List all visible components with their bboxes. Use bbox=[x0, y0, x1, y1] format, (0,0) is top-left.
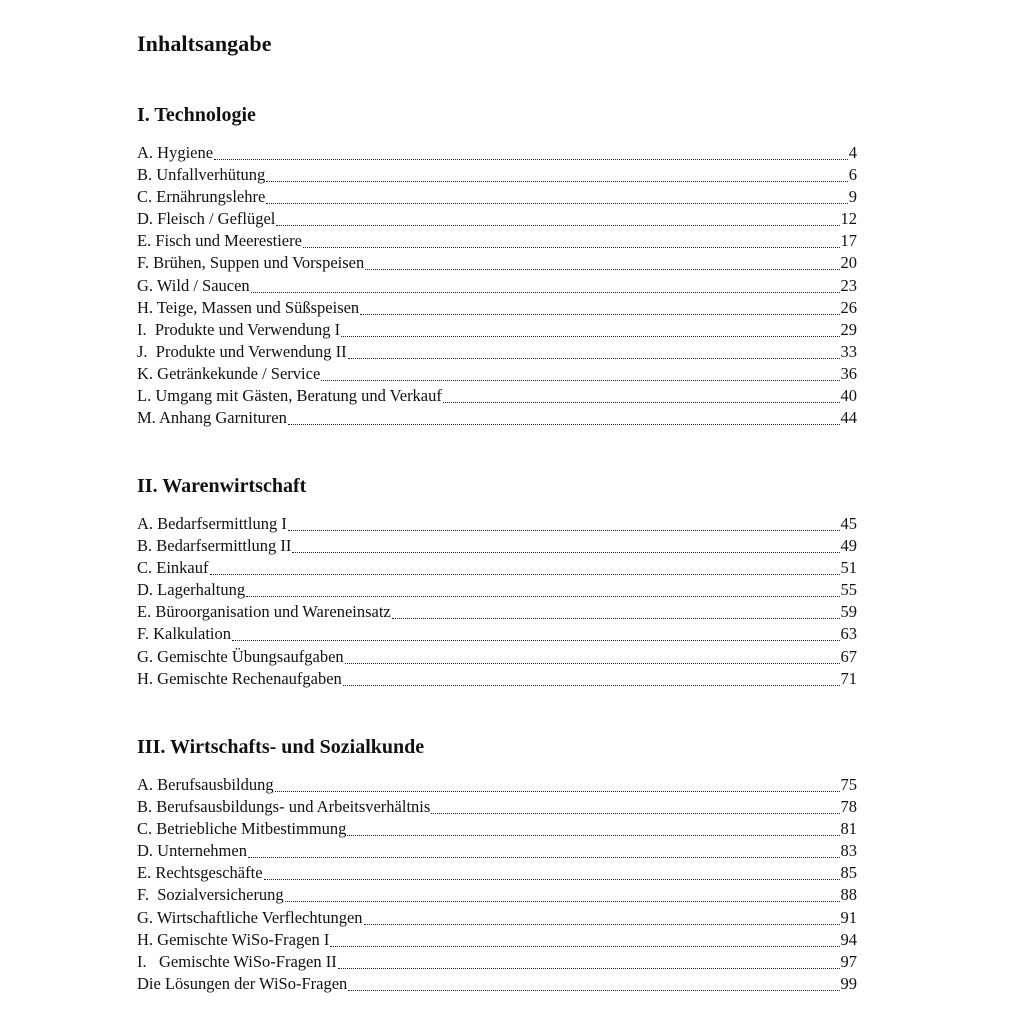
toc-entry-label: G. Wirtschaftliche Verflechtungen bbox=[137, 907, 363, 927]
toc-entry-page-number: 99 bbox=[840, 973, 857, 993]
toc-entry-label: G. Gemischte Übungsaufgaben bbox=[137, 646, 344, 666]
toc-dot-leader bbox=[392, 618, 840, 619]
toc-entry-label: C. Ernährungslehre bbox=[137, 187, 266, 207]
toc-dot-leader bbox=[288, 530, 840, 531]
toc-entry bbox=[137, 208, 857, 230]
toc-entry bbox=[137, 363, 857, 385]
toc-dot-leader bbox=[232, 640, 839, 641]
toc-entry-label: B. Bedarfsermittlung II bbox=[137, 536, 292, 556]
toc-entry bbox=[137, 385, 857, 407]
toc-entry-label: C. Einkauf bbox=[137, 558, 209, 578]
toc-entry bbox=[137, 668, 857, 690]
toc-entry-page-number: 33 bbox=[840, 341, 857, 361]
toc-entry-page-number: 44 bbox=[840, 408, 857, 428]
toc-dot-leader bbox=[285, 901, 840, 902]
toc-entry-page-number: 91 bbox=[840, 907, 857, 927]
toc-dot-leader bbox=[275, 791, 840, 792]
toc-entry bbox=[137, 297, 857, 319]
toc-dot-leader bbox=[360, 314, 839, 315]
toc-dot-leader bbox=[288, 424, 840, 425]
toc-dot-leader bbox=[338, 968, 840, 969]
toc-entry bbox=[137, 230, 857, 252]
toc-dot-leader bbox=[266, 181, 847, 182]
toc-dot-leader bbox=[330, 946, 839, 947]
toc-entry-page-number: 4 bbox=[848, 143, 857, 162]
toc-entry bbox=[137, 973, 857, 995]
toc-dot-leader bbox=[431, 813, 839, 814]
toc-entry-label: C. Betriebliche Mitbestimmung bbox=[137, 819, 347, 839]
toc-entry bbox=[137, 840, 857, 862]
toc-dot-leader bbox=[210, 574, 840, 575]
toc-entry bbox=[137, 252, 857, 274]
toc-entry-label: H. Gemischte Rechenaufgaben bbox=[137, 668, 342, 688]
toc-entry-page-number: 85 bbox=[840, 863, 857, 883]
toc-entry-label: D. Unternehmen bbox=[137, 841, 247, 861]
toc-dot-leader bbox=[348, 990, 839, 991]
toc-list bbox=[137, 513, 857, 690]
section-heading: II. Warenwirtschaft bbox=[137, 475, 307, 497]
toc-dot-leader bbox=[303, 247, 840, 248]
toc-entry-label: F. Kalkulation bbox=[137, 624, 232, 644]
toc-section-warenwirtschaft bbox=[137, 474, 857, 690]
toc-entry-page-number: 51 bbox=[840, 558, 857, 578]
toc-dot-leader bbox=[266, 203, 847, 204]
toc-entry bbox=[137, 557, 857, 579]
toc-entry bbox=[137, 774, 857, 796]
toc-entry-label: A. Hygiene bbox=[137, 143, 214, 162]
toc-dot-leader bbox=[264, 879, 840, 880]
toc-entry-page-number: 29 bbox=[840, 319, 857, 339]
toc-entry bbox=[137, 796, 857, 818]
toc-entry-page-number: 97 bbox=[840, 951, 857, 971]
toc-list bbox=[137, 774, 857, 995]
toc-entry-label: H. Teige, Massen und Süßspeisen bbox=[137, 297, 360, 317]
toc-entry bbox=[137, 818, 857, 840]
toc-entry-label: K. Getränkekunde / Service bbox=[137, 363, 321, 383]
toc-entry bbox=[137, 862, 857, 884]
toc-entry-page-number: 88 bbox=[840, 885, 857, 905]
toc-entry-label: G. Wild / Saucen bbox=[137, 275, 250, 295]
toc-entry-label: E. Büroorganisation und Wareneinsatz bbox=[137, 602, 391, 622]
toc-dot-leader bbox=[347, 835, 839, 836]
toc-dot-leader bbox=[214, 159, 848, 160]
toc-dot-leader bbox=[348, 358, 840, 359]
toc-entry-page-number: 23 bbox=[840, 275, 857, 295]
section-heading: I. Technologie bbox=[137, 104, 256, 126]
toc-entry bbox=[137, 142, 857, 164]
toc-entry-label: F. Brühen, Suppen und Vorspeisen bbox=[137, 253, 365, 273]
toc-entry bbox=[137, 186, 857, 208]
document-page bbox=[137, 0, 857, 1024]
toc-entry bbox=[137, 341, 857, 363]
toc-entry-page-number: 45 bbox=[840, 514, 857, 533]
toc-entry bbox=[137, 907, 857, 929]
page-title: Inhaltsangabe bbox=[137, 31, 272, 56]
toc-entry bbox=[137, 319, 857, 341]
toc-entry bbox=[137, 535, 857, 557]
toc-entry-page-number: 20 bbox=[840, 253, 857, 273]
toc-entry bbox=[137, 929, 857, 951]
toc-entry-label: B. Unfallverhütung bbox=[137, 165, 266, 185]
toc-entry-page-number: 55 bbox=[840, 580, 857, 600]
toc-dot-leader bbox=[343, 685, 840, 686]
toc-entry-page-number: 67 bbox=[840, 646, 857, 666]
toc-entry bbox=[137, 601, 857, 623]
toc-entry-label: E. Rechtsgeschäfte bbox=[137, 863, 263, 883]
toc-dot-leader bbox=[292, 552, 839, 553]
toc-entry-label: L. Umgang mit Gästen, Beratung und Verkauf bbox=[137, 386, 442, 406]
section-heading: III. Wirtschafts- und Sozialkunde bbox=[137, 736, 425, 758]
toc-dot-leader bbox=[321, 380, 839, 381]
toc-entry bbox=[137, 579, 857, 601]
toc-entry-page-number: 63 bbox=[840, 624, 857, 644]
toc-entry-label: H. Gemischte WiSo-Fragen I bbox=[137, 929, 330, 949]
toc-dot-leader bbox=[251, 292, 840, 293]
toc-entry-page-number: 94 bbox=[840, 929, 857, 949]
toc-dot-leader bbox=[364, 924, 840, 925]
toc-entry-page-number: 71 bbox=[840, 668, 857, 688]
toc-list bbox=[137, 142, 857, 429]
toc-entry-label: E. Fisch und Meerestiere bbox=[137, 231, 302, 251]
toc-entry-page-number: 17 bbox=[840, 231, 857, 251]
toc-entry-page-number: 83 bbox=[840, 841, 857, 861]
toc-entry-page-number: 6 bbox=[848, 165, 857, 185]
toc-entry-page-number: 75 bbox=[840, 775, 857, 794]
toc-entry-page-number: 78 bbox=[840, 797, 857, 817]
toc-entry-label: D. Fleisch / Geflügel bbox=[137, 209, 276, 229]
toc-entry-label: I. Produkte und Verwendung I bbox=[137, 319, 341, 339]
toc-entry-label: D. Lagerhaltung bbox=[137, 580, 246, 600]
toc-entry bbox=[137, 623, 857, 645]
toc-entry-page-number: 26 bbox=[840, 297, 857, 317]
toc-dot-leader bbox=[246, 596, 839, 597]
toc-entry-label: J. Produkte und Verwendung II bbox=[137, 341, 347, 361]
toc-entry-label: A. Bedarfsermittlung I bbox=[137, 514, 287, 533]
toc-entry-page-number: 49 bbox=[840, 536, 857, 556]
toc-entry-page-number: 36 bbox=[840, 363, 857, 383]
toc-dot-leader bbox=[443, 402, 840, 403]
toc-entry bbox=[137, 275, 857, 297]
toc-entry-page-number: 12 bbox=[840, 209, 857, 229]
toc-entry-page-number: 40 bbox=[840, 386, 857, 406]
toc-entry-label: I. Gemischte WiSo-Fragen II bbox=[137, 951, 337, 971]
toc-entry bbox=[137, 646, 857, 668]
toc-entry bbox=[137, 513, 857, 535]
toc-dot-leader bbox=[276, 225, 839, 226]
toc-entry bbox=[137, 164, 857, 186]
toc-entry bbox=[137, 951, 857, 973]
toc-entry-page-number: 59 bbox=[840, 602, 857, 622]
toc-entry-label: A. Berufsausbildung bbox=[137, 775, 274, 794]
toc-dot-leader bbox=[248, 857, 840, 858]
toc-entry-label: M. Anhang Garnituren bbox=[137, 408, 287, 428]
toc-entry-page-number: 9 bbox=[848, 187, 857, 207]
toc-entry bbox=[137, 884, 857, 906]
toc-entry-page-number: 81 bbox=[840, 819, 857, 839]
toc-dot-leader bbox=[341, 336, 839, 337]
toc-entry bbox=[137, 407, 857, 429]
toc-section-technologie bbox=[137, 103, 857, 429]
toc-section-wirtschafts-sozialkunde bbox=[137, 735, 857, 995]
toc-entry-label: F. Sozialversicherung bbox=[137, 885, 284, 905]
toc-entry-label: Die Lösungen der WiSo-Fragen bbox=[137, 973, 348, 993]
toc-dot-leader bbox=[365, 269, 839, 270]
toc-entry-label: B. Berufsausbildungs- und Arbeitsverhältnis bbox=[137, 797, 431, 817]
toc-dot-leader bbox=[345, 663, 840, 664]
